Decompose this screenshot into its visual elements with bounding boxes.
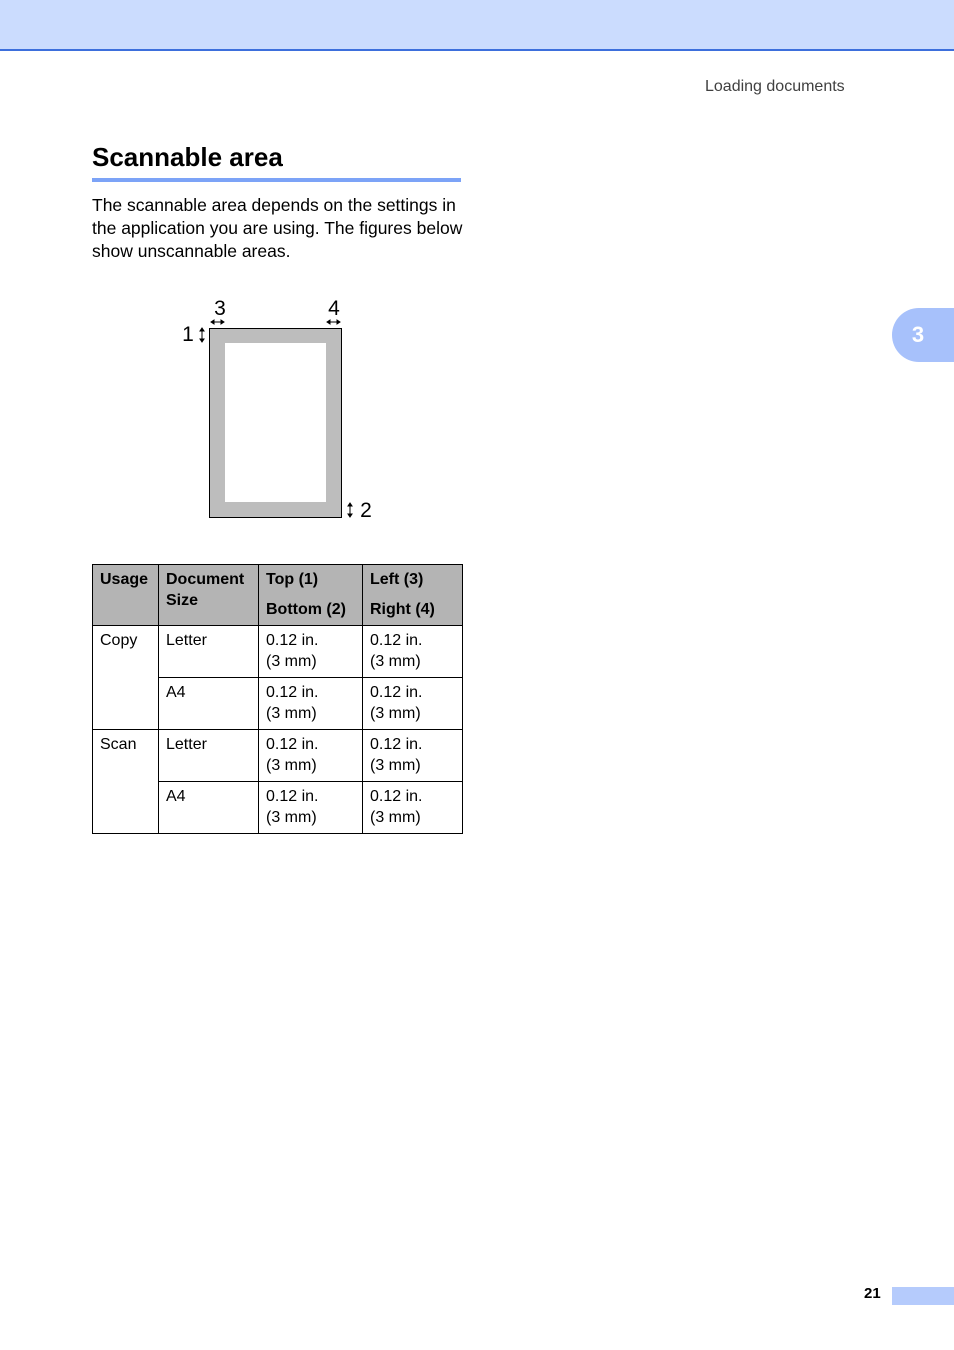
- header-usage: Usage: [93, 565, 159, 626]
- cell-document-size: A4: [159, 782, 259, 834]
- header-right: Right (4): [370, 601, 435, 618]
- value-mm: (3 mm): [370, 653, 421, 670]
- header-top-bottom: [259, 565, 363, 626]
- cell-document-size: A4: [159, 678, 259, 730]
- header-document-size: Document Size: [159, 565, 259, 626]
- value-in: 0.12 in.: [266, 736, 319, 753]
- cell-top-bottom: [259, 626, 363, 678]
- table-row: [93, 626, 463, 678]
- chapter-tab-number: 3: [911, 322, 925, 347]
- cell-top-bottom: [259, 678, 363, 730]
- value-mm: (3 mm): [266, 653, 317, 670]
- cell-document-size: Letter: [159, 730, 259, 782]
- header-bottom: Bottom (2): [266, 601, 346, 618]
- cell-left-right: [363, 730, 463, 782]
- value-in: 0.12 in.: [266, 632, 319, 649]
- value-mm: (3 mm): [370, 809, 421, 826]
- scannable-region: [225, 343, 326, 502]
- intro-paragraph: The scannable area depends on the settings in the application you are using. The figures below show unscannable areas.: [92, 195, 463, 261]
- header-left: Left (3): [370, 571, 424, 588]
- footer-color-band: [892, 1287, 954, 1305]
- label-right-4: 4: [328, 297, 340, 320]
- table-row: [93, 730, 463, 782]
- label-left-3: 3: [214, 297, 226, 320]
- page-number: 21: [864, 1285, 881, 1302]
- left-margin-arrow-icon: [211, 320, 224, 324]
- cell-document-size: Letter: [159, 626, 259, 678]
- label-bottom-2: 2: [360, 499, 372, 522]
- value-mm: (3 mm): [266, 809, 317, 826]
- bottom-margin-arrow-icon: [348, 503, 352, 517]
- value-in: 0.12 in.: [370, 736, 423, 753]
- header-left-right: [363, 565, 463, 626]
- table-header-row: [93, 565, 463, 626]
- top-color-band: [0, 0, 954, 51]
- cell-left-right: [363, 626, 463, 678]
- scannable-area-table: [92, 564, 463, 834]
- value-in: 0.12 in.: [370, 788, 423, 805]
- top-margin-arrow-icon: [200, 328, 204, 342]
- unscannable-area-figure: [170, 290, 390, 530]
- cell-top-bottom: [259, 782, 363, 834]
- cell-left-right: [363, 678, 463, 730]
- value-in: 0.12 in.: [370, 632, 423, 649]
- chapter-tab: [892, 308, 954, 362]
- value-mm: (3 mm): [370, 705, 421, 722]
- value-in: 0.12 in.: [266, 684, 319, 701]
- cell-usage: Scan: [93, 730, 159, 834]
- title-underline: [92, 178, 461, 182]
- value-mm: (3 mm): [266, 757, 317, 774]
- right-margin-arrow-icon: [327, 320, 340, 324]
- value-in: 0.12 in.: [370, 684, 423, 701]
- value-in: 0.12 in.: [266, 788, 319, 805]
- cell-usage: Copy: [93, 626, 159, 730]
- value-mm: (3 mm): [266, 705, 317, 722]
- cell-left-right: [363, 782, 463, 834]
- section-title: Scannable area: [92, 142, 283, 172]
- value-mm: (3 mm): [370, 757, 421, 774]
- running-header: Loading documents: [705, 78, 845, 95]
- cell-top-bottom: [259, 730, 363, 782]
- header-top: Top (1): [266, 571, 319, 588]
- label-top-1: 1: [182, 323, 194, 346]
